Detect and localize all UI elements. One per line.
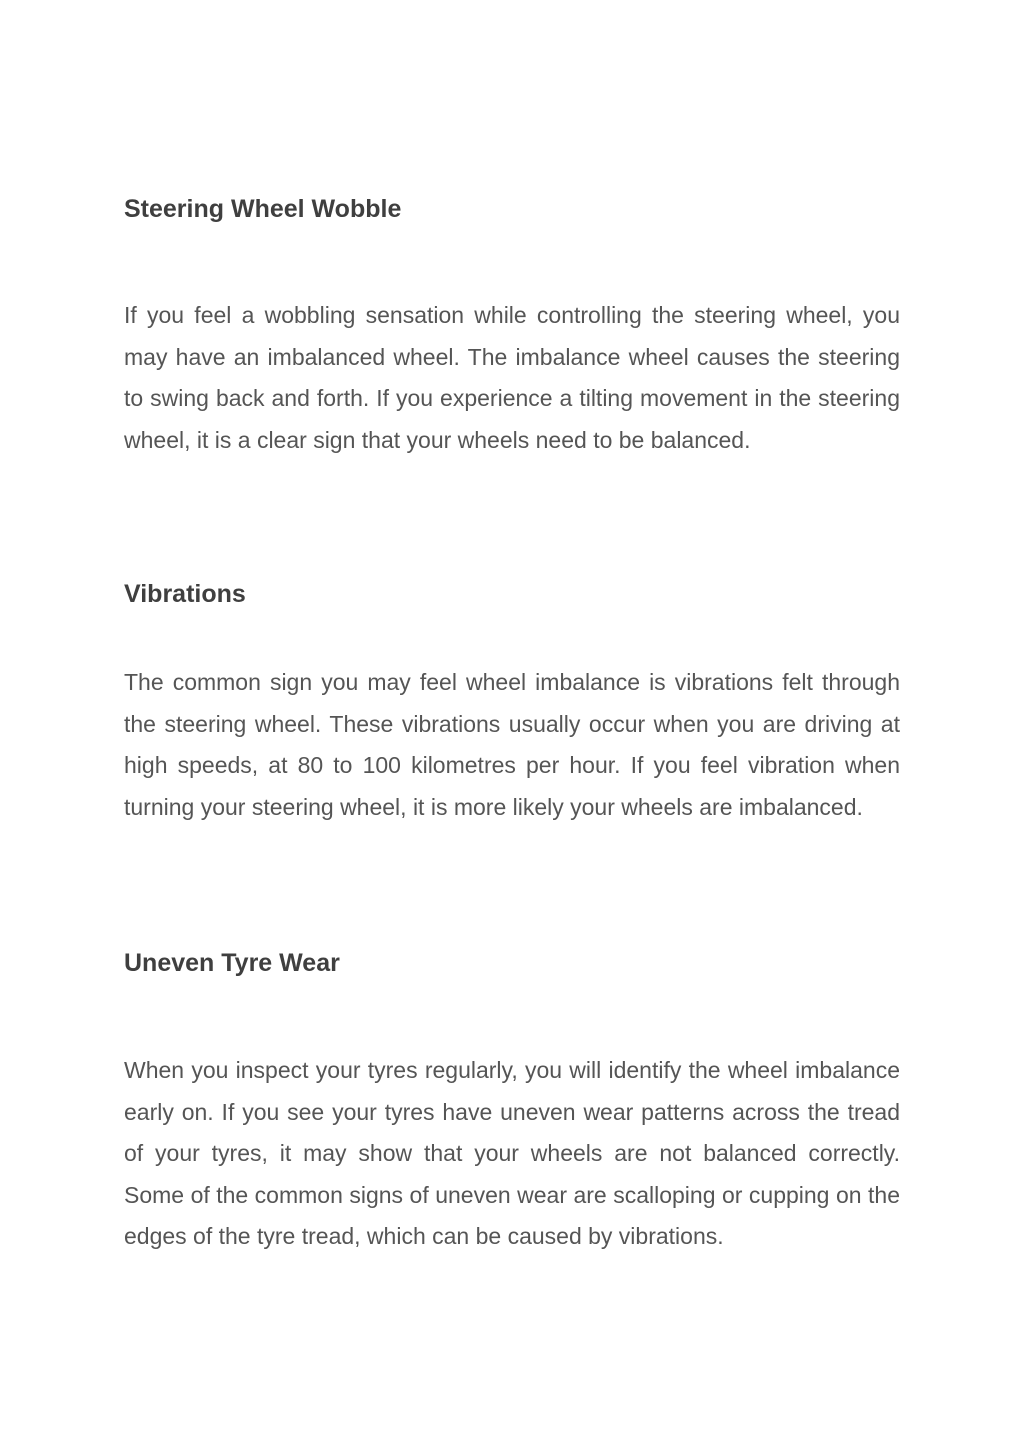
- section-heading-vibrations: Vibrations: [124, 580, 246, 608]
- section-body-uneven-tyre-wear: When you inspect your tyres regularly, you will identify the wheel imbalance early on. If you see your tyres have uneven wear patterns across the tread of your tyres, it may show that your wheels are not balanced correctly. Some of the common signs of uneven wear are scalloping or cupping on the edges of the tyre tread, which can be caused by vibrations.: [124, 1057, 900, 1249]
- section-body-steering-wheel-wobble: If you feel a wobbling sensation while controlling the steering wheel, you may have an imbalanced wheel. The imbalance wheel causes the steering to swing back and forth. If you experience a tilting movement in the steering wheel, it is a clear sign that your wheels need to be balanced.: [124, 302, 900, 453]
- section-heading-steering-wheel-wobble: Steering Wheel Wobble: [124, 195, 402, 223]
- section-heading-uneven-tyre-wear: Uneven Tyre Wear: [124, 949, 340, 977]
- section-body-vibrations: The common sign you may feel wheel imbalance is vibrations felt through the steering wheel. These vibrations usually occur when you are driving at high speeds, at 80 to 100 kilometres per hour. If you feel vibration when turning your steering wheel, it is more likely your wheels are imbalanced.: [124, 669, 900, 820]
